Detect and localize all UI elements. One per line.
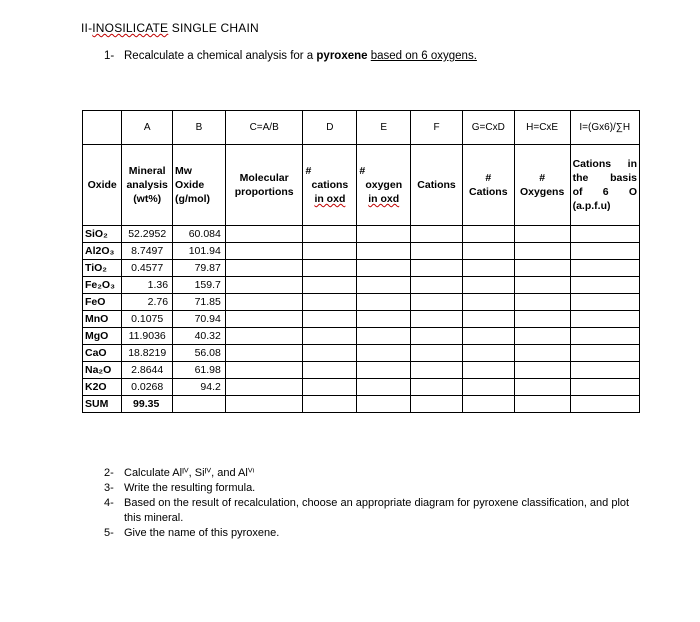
title-underlined: INOSILICATE xyxy=(92,21,169,35)
header-molecular-proportions: Molecular proportions xyxy=(225,145,303,226)
header-oxygen-in-oxd: # oxygen in oxd xyxy=(357,145,411,226)
list-item: 2- Calculate Alᴵⱽ, Siᴵⱽ, and Alⱽⁱ xyxy=(104,467,255,479)
table-row: Fe₂O₃ 1.36 159.7 xyxy=(83,277,640,294)
table-row: MgO 11.9036 40.32 xyxy=(83,328,640,345)
letter-cell: F xyxy=(411,111,463,145)
table-row: CaO 18.8219 56.08 xyxy=(83,345,640,362)
letter-cell: B xyxy=(173,111,226,145)
letter-cell: I=(Gx6)/∑H xyxy=(570,111,639,145)
letter-cell: E xyxy=(357,111,411,145)
title-suffix: SINGLE CHAIN xyxy=(168,21,259,35)
list-item: 3- Write the resulting formula. xyxy=(104,482,256,494)
list-item: 4- Based on the result of recalculation, choose an appropriate diagram for pyroxene classification, and plot this mineral. xyxy=(104,497,630,524)
letter-cell: H=CxE xyxy=(514,111,570,145)
letter-cell xyxy=(83,111,122,145)
header-mineral-analysis: Mineral analysis (wt%) xyxy=(122,145,173,226)
letter-cell: G=CxD xyxy=(462,111,514,145)
title-prefix: II- xyxy=(81,21,93,35)
letter-cell: A xyxy=(122,111,173,145)
column-headers-row xyxy=(83,145,640,226)
table-row: TiO₂ 0.4577 79.87 xyxy=(83,260,640,277)
table-row: MnO 0.1075 70.94 xyxy=(83,311,640,328)
header-g-cations: # Cations xyxy=(462,145,514,226)
header-cations: Cations xyxy=(411,145,463,226)
header-h-oxygens: # Oxygens xyxy=(514,145,570,226)
table-row: Al2O₃ 8.7497 101.94 xyxy=(83,243,640,260)
table-row: K2O 0.0268 94.2 xyxy=(83,379,640,396)
table-row: Na₂O 2.8644 61.98 xyxy=(83,362,640,379)
header-mw-oxide: Mw Oxide (g/mol) xyxy=(173,145,226,226)
column-letters-row xyxy=(83,111,640,145)
document-title xyxy=(81,21,259,35)
question-1 xyxy=(104,50,477,62)
letter-cell: D xyxy=(303,111,357,145)
question-1-text: Recalculate a chemical analysis for a xyxy=(124,50,317,62)
list-item: 5- Give the name of this pyroxene. xyxy=(104,527,280,539)
table-row: FeO 2.76 71.85 xyxy=(83,294,640,311)
question-1-bold: pyroxene xyxy=(316,50,368,62)
question-1-underlined: based on 6 oxygens. xyxy=(370,50,477,62)
table-row: SiO₂ 52.2952 60.084 xyxy=(83,226,640,243)
question-1-number: 1- xyxy=(104,50,115,62)
header-oxide: Oxide xyxy=(83,145,122,226)
recalculation-table xyxy=(82,110,640,413)
letter-cell: C=A/B xyxy=(225,111,303,145)
header-cations-in-oxd: # cations in oxd xyxy=(303,145,357,226)
table-row-sum: SUM 99.35 xyxy=(83,396,640,413)
questions-list xyxy=(104,466,644,541)
header-basis: Cations in the basis of 6 O (a.p.f.u) xyxy=(570,145,639,226)
